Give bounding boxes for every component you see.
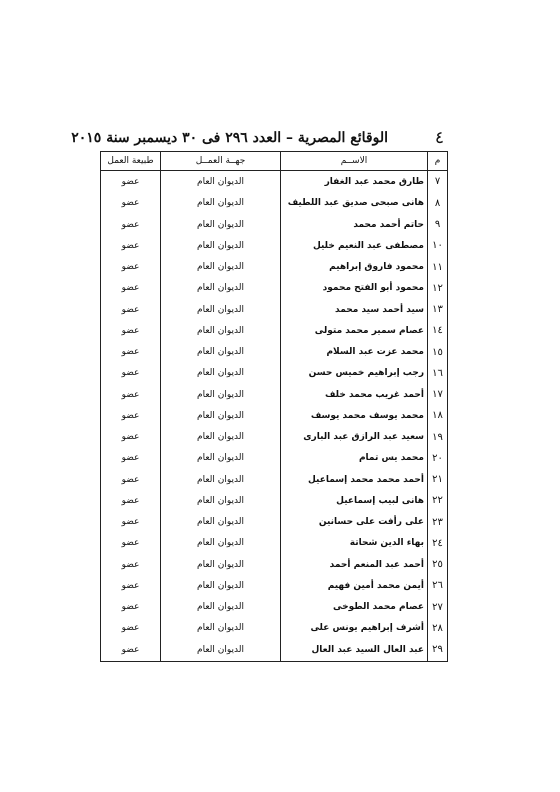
work-type: عضو bbox=[101, 320, 161, 341]
table-row bbox=[101, 575, 448, 596]
workplace: الديوان العام bbox=[161, 299, 281, 320]
row-number: ١٨ bbox=[428, 405, 448, 426]
workplace: الديوان العام bbox=[161, 533, 281, 554]
workplace: الديوان العام bbox=[161, 278, 281, 299]
workplace: الديوان العام bbox=[161, 363, 281, 384]
member-name: أشرف إبراهيم يونس على bbox=[281, 618, 428, 639]
table-row bbox=[101, 299, 448, 320]
workplace: الديوان العام bbox=[161, 639, 281, 662]
member-name: بهاء الدين شحاتة bbox=[281, 533, 428, 554]
work-type: عضو bbox=[101, 299, 161, 320]
row-number: ٢٠ bbox=[428, 448, 448, 469]
workplace: الديوان العام bbox=[161, 575, 281, 596]
row-number: ١٥ bbox=[428, 341, 448, 362]
members-table bbox=[100, 151, 447, 662]
table-row bbox=[101, 341, 448, 362]
gazette-title: الوقائع المصرية – العدد ٢٩٦ فى ٣٠ ديسمبر سنة ٢٠١٥ bbox=[71, 130, 388, 146]
row-number: ٢١ bbox=[428, 469, 448, 490]
member-name: طارق محمد عبد الغفار bbox=[281, 171, 428, 193]
table-row bbox=[101, 490, 448, 511]
row-number: ٢٥ bbox=[428, 554, 448, 575]
work-type: عضو bbox=[101, 448, 161, 469]
work-type: عضو bbox=[101, 618, 161, 639]
table-row bbox=[101, 235, 448, 256]
work-type: عضو bbox=[101, 235, 161, 256]
row-number: ٨ bbox=[428, 193, 448, 214]
member-name: أحمد عبد المنعم أحمد bbox=[281, 554, 428, 575]
workplace: الديوان العام bbox=[161, 171, 281, 193]
row-number: ١٦ bbox=[428, 363, 448, 384]
work-type: عضو bbox=[101, 469, 161, 490]
table-row bbox=[101, 214, 448, 235]
row-number: ٩ bbox=[428, 214, 448, 235]
row-number: ١٤ bbox=[428, 320, 448, 341]
page-number: ٤ bbox=[434, 128, 444, 148]
row-number: ١٠ bbox=[428, 235, 448, 256]
table-row bbox=[101, 171, 448, 193]
table-row bbox=[101, 405, 448, 426]
work-type: عضو bbox=[101, 490, 161, 511]
row-number: ٢٦ bbox=[428, 575, 448, 596]
table-row bbox=[101, 256, 448, 277]
row-number: ١٣ bbox=[428, 299, 448, 320]
member-name: هانى صبحى صديق عبد اللطيف bbox=[281, 193, 428, 214]
member-name: محمد يس تمام bbox=[281, 448, 428, 469]
workplace: الديوان العام bbox=[161, 384, 281, 405]
work-type: عضو bbox=[101, 596, 161, 617]
table-row bbox=[101, 533, 448, 554]
workplace: الديوان العام bbox=[161, 490, 281, 511]
member-name: أحمد محمد محمد إسماعيل bbox=[281, 469, 428, 490]
row-number: ١٩ bbox=[428, 426, 448, 447]
column-header-workplace: جهــة العمــل bbox=[161, 152, 281, 171]
work-type: عضو bbox=[101, 341, 161, 362]
member-name: سعيد عبد الرازق عبد البارى bbox=[281, 426, 428, 447]
row-number: ١٧ bbox=[428, 384, 448, 405]
table-row bbox=[101, 320, 448, 341]
work-type: عضو bbox=[101, 193, 161, 214]
member-name: هانى لبيب إسماعيل bbox=[281, 490, 428, 511]
work-type: عضو bbox=[101, 256, 161, 277]
workplace: الديوان العام bbox=[161, 554, 281, 575]
member-name: حاتم أحمد محمد bbox=[281, 214, 428, 235]
row-number: ٢٤ bbox=[428, 533, 448, 554]
table-row bbox=[101, 511, 448, 532]
table-header-row bbox=[101, 152, 448, 171]
member-name: عصام محمد الطوخى bbox=[281, 596, 428, 617]
table-row bbox=[101, 384, 448, 405]
workplace: الديوان العام bbox=[161, 341, 281, 362]
work-type: عضو bbox=[101, 363, 161, 384]
member-name: على رأفت على حسانين bbox=[281, 511, 428, 532]
row-number: ٢٣ bbox=[428, 511, 448, 532]
member-name: رجب إبراهيم خميس حسن bbox=[281, 363, 428, 384]
work-type: عضو bbox=[101, 384, 161, 405]
work-type: عضو bbox=[101, 575, 161, 596]
workplace: الديوان العام bbox=[161, 320, 281, 341]
table-row bbox=[101, 363, 448, 384]
work-type: عضو bbox=[101, 171, 161, 193]
row-number: ٢٨ bbox=[428, 618, 448, 639]
table-row bbox=[101, 639, 448, 662]
workplace: الديوان العام bbox=[161, 511, 281, 532]
member-name: محمود أبو الفتح محمود bbox=[281, 278, 428, 299]
row-number: ٧ bbox=[428, 171, 448, 193]
workplace: الديوان العام bbox=[161, 405, 281, 426]
row-number: ٢٢ bbox=[428, 490, 448, 511]
workplace: الديوان العام bbox=[161, 618, 281, 639]
workplace: الديوان العام bbox=[161, 448, 281, 469]
member-name: عصام سمير محمد متولى bbox=[281, 320, 428, 341]
table-row bbox=[101, 193, 448, 214]
table-row bbox=[101, 469, 448, 490]
table-row bbox=[101, 554, 448, 575]
page-header bbox=[71, 128, 444, 152]
row-number: ١٢ bbox=[428, 278, 448, 299]
member-name: عبد العال السيد عبد العال bbox=[281, 639, 428, 662]
workplace: الديوان العام bbox=[161, 214, 281, 235]
column-header-number: م bbox=[428, 152, 448, 171]
table-row bbox=[101, 596, 448, 617]
work-type: عضو bbox=[101, 405, 161, 426]
row-number: ٢٧ bbox=[428, 596, 448, 617]
member-name: سيد أحمد سيد محمد bbox=[281, 299, 428, 320]
workplace: الديوان العام bbox=[161, 596, 281, 617]
workplace: الديوان العام bbox=[161, 426, 281, 447]
column-header-name: الاســم bbox=[281, 152, 428, 171]
row-number: ٢٩ bbox=[428, 639, 448, 662]
member-name: أيمن محمد أمين فهيم bbox=[281, 575, 428, 596]
workplace: الديوان العام bbox=[161, 235, 281, 256]
work-type: عضو bbox=[101, 639, 161, 662]
work-type: عضو bbox=[101, 278, 161, 299]
work-type: عضو bbox=[101, 533, 161, 554]
work-type: عضو bbox=[101, 554, 161, 575]
member-name: محمود فاروق إبراهيم bbox=[281, 256, 428, 277]
member-name: أحمد غريب محمد خلف bbox=[281, 384, 428, 405]
member-name: محمد يوسف محمد يوسف bbox=[281, 405, 428, 426]
table-body bbox=[101, 171, 448, 662]
work-type: عضو bbox=[101, 214, 161, 235]
workplace: الديوان العام bbox=[161, 193, 281, 214]
work-type: عضو bbox=[101, 426, 161, 447]
workplace: الديوان العام bbox=[161, 469, 281, 490]
work-type: عضو bbox=[101, 511, 161, 532]
member-name: مصطفى عبد النعيم خليل bbox=[281, 235, 428, 256]
table-row bbox=[101, 618, 448, 639]
row-number: ١١ bbox=[428, 256, 448, 277]
column-header-work-type: طبيعة العمل bbox=[101, 152, 161, 171]
workplace: الديوان العام bbox=[161, 256, 281, 277]
table-row bbox=[101, 426, 448, 447]
member-name: محمد عزت عبد السلام bbox=[281, 341, 428, 362]
table-row bbox=[101, 448, 448, 469]
table-row bbox=[101, 278, 448, 299]
